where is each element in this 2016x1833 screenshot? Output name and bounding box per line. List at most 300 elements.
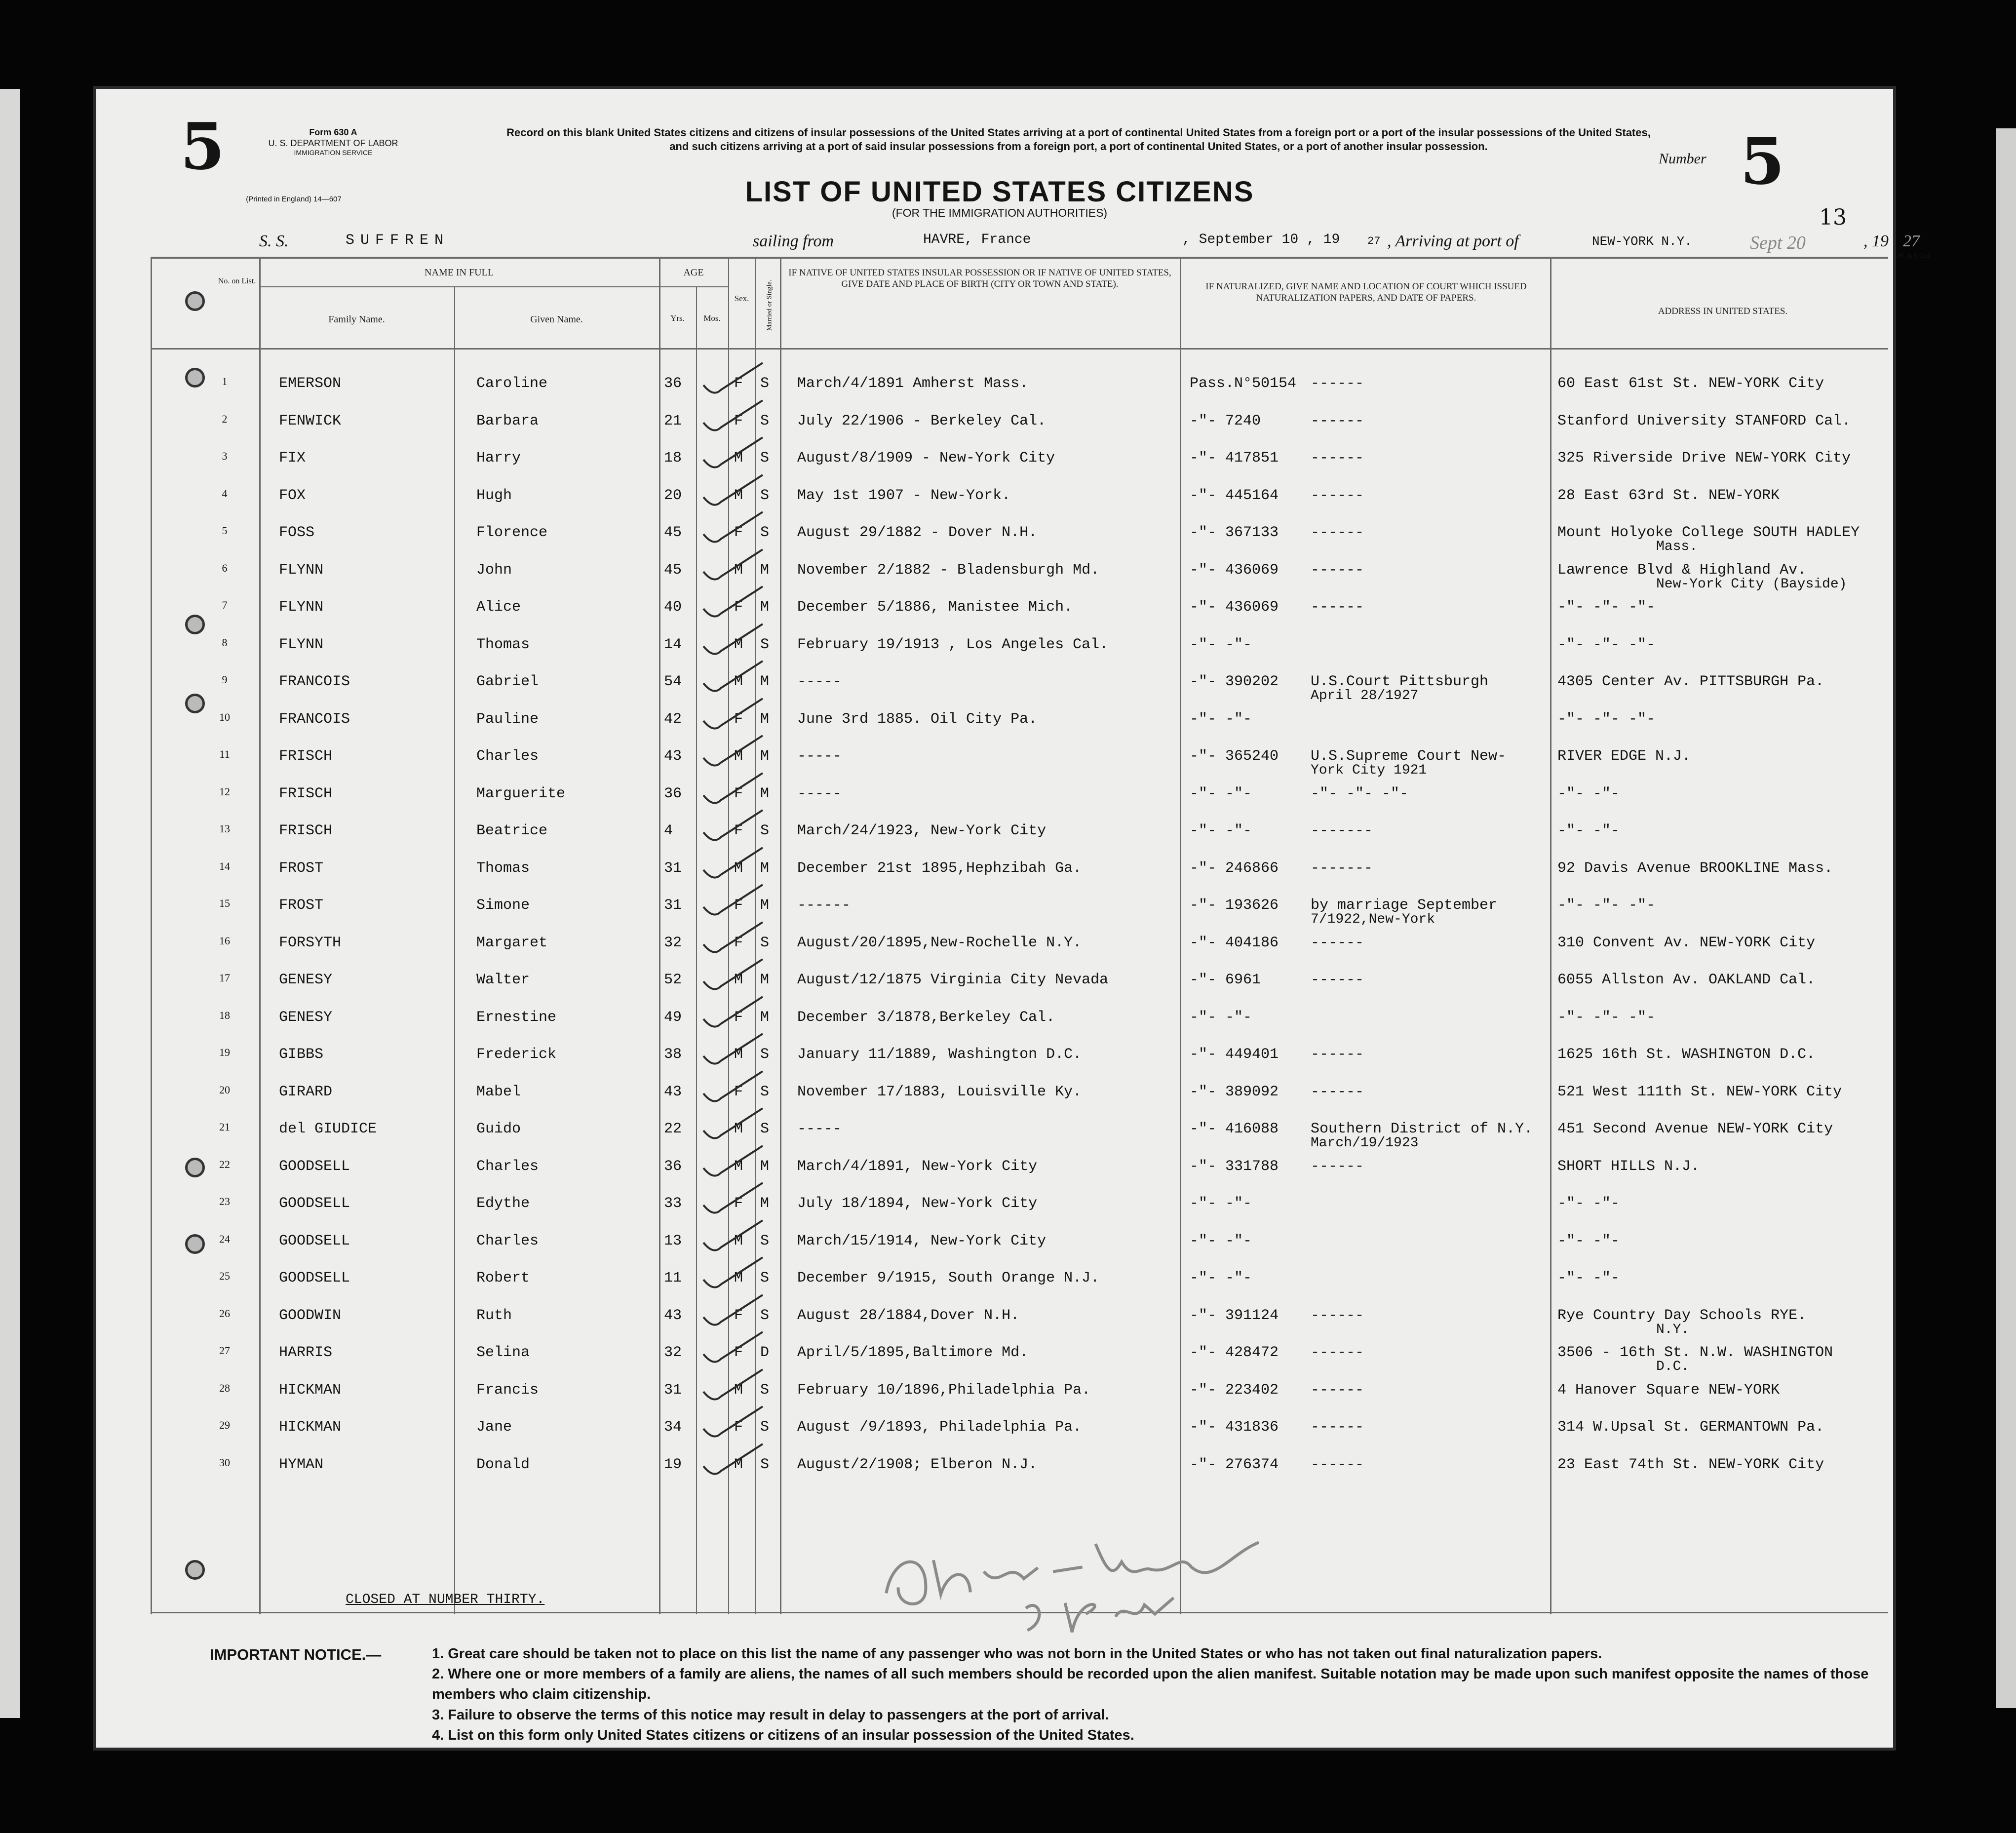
voyage-line: [259, 232, 1931, 259]
cell-given: Thomas: [476, 859, 530, 877]
cell-court: ------: [1311, 1344, 1364, 1361]
cell-ms: S: [760, 1270, 770, 1287]
table-row: [96, 780, 1893, 818]
port-to: NEW-YORK N.Y.: [1592, 234, 1692, 249]
printer-mark: W. & S. Ltd.: [1898, 252, 1931, 259]
cell-age: 32: [664, 934, 682, 951]
cell-birth: April/5/1895,Baltimore Md.: [797, 1344, 1029, 1361]
record-instructions: Record on this blank United States citizens and citizens of insular possessions of the United States arriving at a port of continental United States from a foreign port or a port of the insular possessions of the United States, and such citizens arriving at a port of said insular possessions from a foreign port, a port of continental United States, or a port of another insular possession.: [506, 126, 1651, 153]
cell-given: Charles: [476, 1232, 539, 1249]
cell-court: ------: [1311, 972, 1364, 988]
cell-given: John: [476, 561, 512, 579]
cell-family: FROST: [279, 859, 324, 877]
cell-birth: November 2/1882 - Bladensburgh Md.: [797, 561, 1100, 579]
cell-ms: M: [760, 1195, 770, 1212]
cell-age: 45: [664, 524, 682, 541]
cell-pass: -"- 449401: [1190, 1046, 1279, 1063]
cell-birth: -----: [797, 1121, 842, 1137]
cell-family: GIBBS: [279, 1046, 324, 1063]
page-title: LIST OF UNITED STATES CITIZENS: [745, 176, 1254, 208]
cell-court: ------: [1311, 561, 1364, 579]
cell-age: 43: [664, 1083, 682, 1100]
cell-sex: F: [734, 1195, 743, 1212]
cell-given: Caroline: [476, 375, 548, 392]
check-mark: [698, 1106, 768, 1145]
cell-pass: -"- 6961: [1190, 972, 1261, 988]
cell-given: Thomas: [476, 636, 530, 653]
cell-birth: November 17/1883, Louisville Ky.: [797, 1083, 1082, 1100]
cell-sex: F: [734, 1083, 743, 1100]
cell-pass: -"- 428472: [1190, 1344, 1279, 1361]
cell-pass: -"- 223402: [1190, 1381, 1279, 1399]
cell-age: 32: [664, 1344, 682, 1361]
cell-pass: -"- -"-: [1190, 1270, 1252, 1287]
cell-birth: March/15/1914, New-York City: [797, 1232, 1047, 1249]
header-family: Family Name.: [328, 314, 385, 325]
cell-ms: M: [760, 561, 770, 579]
table-row: [96, 631, 1893, 669]
cell-ms: S: [760, 1456, 770, 1473]
cell-age: 38: [664, 1046, 682, 1063]
cell-no: 25: [219, 1270, 230, 1282]
important-notice: [210, 1644, 1878, 1746]
cell-pass: -"- 436069: [1190, 599, 1279, 616]
table-row: [96, 892, 1893, 930]
cell-age: 21: [664, 412, 682, 429]
cell-addr-line2: D.C.: [1656, 1359, 1690, 1374]
number-value: 5: [1740, 123, 1785, 199]
cell-ms: M: [760, 673, 770, 690]
header-yrs: Yrs.: [670, 313, 685, 323]
cell-ms: S: [760, 636, 770, 653]
cell-birth: -----: [797, 748, 842, 765]
cell-no: 13: [219, 822, 230, 835]
cell-no: 30: [219, 1456, 230, 1469]
cell-birth: -----: [797, 785, 842, 802]
cell-age: 34: [664, 1419, 682, 1436]
cell-pass: -"- -"-: [1190, 1195, 1252, 1212]
cell-family: FRISCH: [279, 748, 333, 765]
cell-family: GENESY: [279, 1009, 333, 1026]
ss-label: S. S.: [259, 232, 289, 250]
cell-birth: May 1st 1907 - New-York.: [797, 487, 1011, 504]
age-subrule: [659, 286, 728, 287]
cell-no: 14: [219, 859, 230, 872]
table-row: [96, 855, 1893, 893]
cell-ms: M: [760, 972, 770, 988]
check-mark: [698, 1031, 768, 1071]
cell-birth: August/2/1908; Elberon N.J.: [797, 1456, 1038, 1473]
cell-no: 1: [222, 375, 228, 388]
right-page-edge: [1996, 128, 2016, 1708]
cell-no: 6: [222, 561, 228, 574]
check-mark: [698, 696, 768, 736]
table-row: [96, 1004, 1893, 1042]
table-row: [96, 370, 1893, 408]
cell-pass: -"- 436069: [1190, 561, 1279, 579]
cell-age: 43: [664, 748, 682, 765]
cell-court-line2: 7/1922,New-York: [1311, 912, 1435, 927]
check-mark: [698, 622, 768, 661]
cell-addr: 314 W.Upsal St. GERMANTOWN Pa.: [1557, 1419, 1824, 1436]
cell-addr: -"- -"-: [1557, 785, 1620, 802]
cell-age: 52: [664, 972, 682, 988]
cell-no: 9: [222, 673, 228, 686]
cell-family: del GIUDICE: [279, 1121, 377, 1137]
binder-hole: [185, 1560, 205, 1580]
cell-pass: -"- 404186: [1190, 934, 1279, 951]
cell-addr: SHORT HILLS N.J.: [1557, 1158, 1700, 1175]
cell-given: Francis: [476, 1381, 539, 1399]
cell-given: Jane: [476, 1419, 512, 1436]
cell-given: Simone: [476, 897, 530, 914]
cell-birth: December 9/1915, South Orange N.J.: [797, 1270, 1100, 1287]
cell-given: Donald: [476, 1456, 530, 1473]
cell-given: Guido: [476, 1121, 521, 1137]
page-subtitle: (FOR THE IMMIGRATION AUTHORITIES): [892, 206, 1108, 219]
cell-given: Pauline: [476, 710, 539, 728]
cell-court: ------: [1311, 934, 1364, 951]
arrival-date-handwritten: Sept 20: [1750, 233, 1806, 253]
table-top-rule: [151, 257, 1888, 259]
header-native: IF NATIVE OF UNITED STATES INSULAR POSSESSION OR IF NATIVE OF UNITED STATES, GIVE DATE AND PLACE OF BIRTH (CITY OR TOWN AND STATE).: [788, 268, 1171, 289]
cell-no: 15: [219, 897, 230, 909]
cell-no: 2: [222, 412, 228, 425]
cell-addr: RIVER EDGE N.J.: [1557, 748, 1691, 765]
cell-ms: S: [760, 524, 770, 541]
cell-addr: -"- -"- -"-: [1557, 710, 1656, 728]
cell-sex: F: [734, 599, 743, 616]
cell-pass: -"- 365240: [1190, 748, 1279, 765]
table-row: [96, 818, 1893, 855]
departure-date: , September 10 , 19: [1182, 232, 1340, 247]
cell-family: GOODSELL: [279, 1158, 350, 1175]
cell-ms: M: [760, 859, 770, 877]
cell-birth: December 5/1886, Manistee Mich.: [797, 599, 1073, 616]
cell-ms: S: [760, 487, 770, 504]
cell-birth: August/8/1909 - New-York City: [797, 450, 1055, 467]
cell-sex: M: [734, 1232, 743, 1249]
cell-no: 28: [219, 1381, 230, 1394]
check-mark: [698, 659, 768, 698]
cell-court: ------: [1311, 375, 1364, 392]
cell-family: FLYNN: [279, 599, 324, 616]
table-row: [96, 1153, 1893, 1191]
cell-ms: M: [760, 1009, 770, 1026]
cell-no: 19: [219, 1046, 230, 1058]
cell-sex: M: [734, 1158, 743, 1175]
cell-sex: M: [734, 487, 743, 504]
cell-sex: M: [734, 972, 743, 988]
cell-family: FIX: [279, 450, 306, 467]
cell-birth: March/24/1923, New-York City: [797, 822, 1047, 839]
cell-age: 18: [664, 450, 682, 467]
cell-age: 36: [664, 1158, 682, 1175]
binder-hole: [185, 291, 205, 311]
cell-ms: M: [760, 748, 770, 765]
cell-addr: Rye Country Day Schools RYE.: [1557, 1307, 1807, 1324]
cell-sex: M: [734, 1270, 743, 1287]
cell-court: ------: [1311, 1419, 1364, 1436]
cell-court: ------: [1311, 1307, 1364, 1324]
cell-sex: M: [734, 1456, 743, 1473]
cell-ms: S: [760, 1046, 770, 1063]
cell-court: ------: [1311, 1381, 1364, 1399]
cell-age: 43: [664, 1307, 682, 1324]
cell-ms: M: [760, 1158, 770, 1175]
cell-no: 3: [222, 450, 228, 462]
cell-addr: 1625 16th St. WASHINGTON D.C.: [1557, 1046, 1816, 1063]
cell-family: FRANCOIS: [279, 710, 350, 728]
left-page-edge: [0, 89, 20, 1718]
sheet-number: 13: [1819, 205, 1847, 230]
cell-sex: F: [734, 375, 743, 392]
cell-pass: -"- -"-: [1190, 1232, 1252, 1249]
cell-birth: August/20/1895,New-Rochelle N.Y.: [797, 934, 1082, 951]
cell-sex: M: [734, 859, 743, 877]
sailing-label: sailing from: [753, 232, 834, 250]
cell-addr: -"- -"- -"-: [1557, 599, 1656, 616]
notice-item: 3. Failure to observe the terms of this notice may result in delay to passengers at the port of arrival.: [432, 1707, 1109, 1723]
cell-ms: S: [760, 412, 770, 429]
cell-no: 23: [219, 1195, 230, 1208]
table-row: [96, 594, 1893, 631]
cell-no: 26: [219, 1307, 230, 1320]
cell-pass: -"- -"-: [1190, 710, 1252, 728]
cell-addr-line2: N.Y.: [1656, 1322, 1690, 1337]
cell-given: Charles: [476, 1158, 539, 1175]
cell-court: ------: [1311, 1456, 1364, 1473]
cell-sex: M: [734, 1381, 743, 1399]
cell-sex: M: [734, 673, 743, 690]
cell-court: -"- -"- -"-: [1311, 785, 1409, 802]
check-mark: [698, 957, 768, 996]
cell-court: by marriage September: [1311, 897, 1498, 914]
cell-addr: 310 Convent Av. NEW-YORK City: [1557, 934, 1816, 951]
cell-age: 36: [664, 375, 682, 392]
cell-addr: 3506 - 16th St. N.W. WASHINGTON: [1557, 1344, 1833, 1361]
cell-sex: M: [734, 561, 743, 579]
departure-year: 27: [1367, 235, 1381, 247]
cell-addr: -"- -"- -"-: [1557, 1009, 1656, 1026]
cell-family: FENWICK: [279, 412, 342, 429]
cell-addr: Mount Holyoke College SOUTH HADLEY: [1557, 524, 1860, 541]
cell-family: GOODSELL: [279, 1270, 350, 1287]
cell-birth: February 10/1896,Philadelphia Pa.: [797, 1381, 1091, 1399]
cell-sex: F: [734, 822, 743, 839]
service: IMMIGRATION SERVICE: [294, 149, 373, 157]
name-subrule: [259, 286, 659, 287]
cell-addr-line2: Mass.: [1656, 539, 1698, 554]
inspector-signature-scrawl: [872, 1507, 1284, 1648]
cell-no: 27: [219, 1344, 230, 1357]
check-mark: [698, 1255, 768, 1294]
cell-age: 20: [664, 487, 682, 504]
check-mark: [698, 882, 768, 922]
header-bottom-rule: [151, 348, 1888, 350]
cell-given: Hugh: [476, 487, 512, 504]
cell-pass: -"- -"-: [1190, 822, 1252, 839]
arrival-year: 27: [1903, 232, 1920, 250]
cell-sex: F: [734, 1419, 743, 1436]
cell-court: ------: [1311, 1083, 1364, 1100]
cell-given: Barbara: [476, 412, 539, 429]
cell-family: FOSS: [279, 524, 315, 541]
table-row: [96, 1265, 1893, 1302]
port-from: HAVRE, France: [923, 232, 1031, 247]
cell-addr: 23 East 74th St. NEW-YORK City: [1557, 1456, 1824, 1473]
cell-sex: M: [734, 450, 743, 467]
cell-birth: August/12/1875 Virginia City Nevada: [797, 972, 1109, 988]
table-row: [96, 1116, 1893, 1153]
cell-given: Gabriel: [476, 673, 539, 690]
check-mark: [698, 1218, 768, 1257]
cell-court: U.S.Court Pittsburgh: [1311, 673, 1489, 690]
cell-no: 17: [219, 972, 230, 984]
notice-lead: IMPORTANT NOTICE.—: [210, 1646, 382, 1663]
cell-birth: August 29/1882 - Dover N.H.: [797, 524, 1038, 541]
cell-sex: F: [734, 1344, 743, 1361]
cell-ms: S: [760, 822, 770, 839]
cell-addr: -"- -"-: [1557, 822, 1620, 839]
cell-family: FRISCH: [279, 785, 333, 802]
cell-age: 14: [664, 636, 682, 653]
header-married: Married or Single.: [766, 279, 774, 331]
cell-family: FOX: [279, 487, 306, 504]
page-number-left: 5: [180, 109, 225, 184]
table-row: [96, 519, 1893, 557]
manifest-sheet: [96, 89, 1931, 1748]
cell-no: 10: [219, 710, 230, 723]
cell-court: ------: [1311, 412, 1364, 429]
cell-given: Beatrice: [476, 822, 548, 839]
header-mos: Mos.: [703, 313, 721, 323]
cell-sex: F: [734, 934, 743, 951]
header-naturalized: IF NATURALIZED, GIVE NAME AND LOCATION OF COURT WHICH ISSUED NATURALIZATION PAPERS, AND DATE OF PAPERS.: [1205, 281, 1527, 303]
cell-family: FROST: [279, 897, 324, 914]
cell-court: ------: [1311, 450, 1364, 467]
notice-item: 2. Where one or more members of a family are aliens, the names of all such members should be recorded upon the alien manifest. Suitable notation may be made upon such manifest opposite the names of those members who claim citizenship.: [432, 1666, 1869, 1703]
cell-birth: -----: [797, 673, 842, 690]
cell-no: 22: [219, 1158, 230, 1170]
cell-birth: ------: [797, 897, 851, 914]
check-mark: [698, 845, 768, 885]
cell-sex: M: [734, 1046, 743, 1063]
cell-family: GOODSELL: [279, 1195, 350, 1212]
cell-no: 8: [222, 636, 228, 649]
cell-sex: F: [734, 412, 743, 429]
table-row: [96, 482, 1893, 520]
check-mark: [698, 1404, 768, 1443]
cell-age: 33: [664, 1195, 682, 1212]
form-number: Form 630 A: [309, 127, 357, 137]
cell-age: 31: [664, 897, 682, 914]
cell-ms: S: [760, 1121, 770, 1137]
check-mark: [698, 509, 768, 549]
cell-pass: -"- 417851: [1190, 450, 1279, 467]
cell-sex: F: [734, 524, 743, 541]
cell-addr: -"- -"-: [1557, 1232, 1620, 1249]
cell-addr: Stanford University STANFORD Cal.: [1557, 412, 1851, 429]
check-mark: [698, 1143, 768, 1183]
cell-birth: August 28/1884,Dover N.H.: [797, 1307, 1020, 1324]
cell-birth: June 3rd 1885. Oil City Pa.: [797, 710, 1038, 728]
cell-no: 18: [219, 1009, 230, 1021]
cell-given: Florence: [476, 524, 548, 541]
cell-addr: 28 East 63rd St. NEW-YORK: [1557, 487, 1780, 504]
cell-court: -------: [1311, 859, 1373, 877]
cell-addr-line2: New-York City (Bayside): [1656, 576, 1847, 592]
cell-sex: M: [734, 1121, 743, 1137]
check-mark: [698, 1180, 768, 1220]
cell-pass: -"- 389092: [1190, 1083, 1279, 1100]
header-no: No. on List.: [218, 277, 256, 285]
cell-court: -------: [1311, 822, 1373, 839]
header-age: AGE: [683, 267, 704, 278]
cell-addr: 4305 Center Av. PITTSBURGH Pa.: [1557, 673, 1824, 690]
check-mark: [698, 472, 768, 512]
cell-addr: 4 Hanover Square NEW-YORK: [1557, 1381, 1780, 1399]
cell-age: 19: [664, 1456, 682, 1473]
cell-court: ------: [1311, 487, 1364, 504]
cell-given: Edythe: [476, 1195, 530, 1212]
form-block: [244, 127, 422, 157]
check-mark: [698, 398, 768, 437]
cell-ms: S: [760, 1232, 770, 1249]
cell-pass: -"- 390202: [1190, 673, 1279, 690]
cell-addr: Lawrence Blvd & Highland Av.: [1557, 561, 1807, 579]
cell-family: FORSYTH: [279, 934, 342, 951]
cell-given: Ruth: [476, 1307, 512, 1324]
cell-age: 54: [664, 673, 682, 690]
cell-family: FRISCH: [279, 822, 333, 839]
cell-age: 49: [664, 1009, 682, 1026]
cell-pass: -"- 391124: [1190, 1307, 1279, 1324]
table-row: [96, 1414, 1893, 1451]
cell-birth: August /9/1893, Philadelphia Pa.: [797, 1419, 1082, 1436]
cell-family: HARRIS: [279, 1344, 333, 1361]
check-mark: [698, 547, 768, 586]
cell-given: Ernestine: [476, 1009, 557, 1026]
cell-age: 13: [664, 1232, 682, 1249]
cell-addr: -"- -"-: [1557, 1270, 1620, 1287]
cell-age: 45: [664, 561, 682, 579]
cell-ms: S: [760, 375, 770, 392]
ship-name: SUFFREN: [346, 232, 450, 249]
cell-court-line2: April 28/1927: [1311, 688, 1419, 703]
cell-given: Harry: [476, 450, 521, 467]
cell-pass: -"- 276374: [1190, 1456, 1279, 1473]
cell-no: 4: [222, 487, 228, 500]
table-row: [96, 930, 1893, 967]
cell-birth: February 19/1913 , Los Angeles Cal.: [797, 636, 1109, 653]
cell-pass: -"- 246866: [1190, 859, 1279, 877]
check-mark: [698, 1069, 768, 1108]
cell-family: FLYNN: [279, 636, 324, 653]
cell-no: 16: [219, 934, 230, 947]
table-row: [96, 1228, 1893, 1265]
cell-pass: -"- 193626: [1190, 897, 1279, 914]
printed-note: (Printed in England) 14—607: [246, 195, 342, 203]
cell-ms: S: [760, 1419, 770, 1436]
closed-note: CLOSED AT NUMBER THIRTY.: [346, 1592, 545, 1607]
cell-court: Southern District of N.Y.: [1311, 1121, 1533, 1137]
cell-given: Margaret: [476, 934, 548, 951]
cell-birth: December 21st 1895,Hephzibah Ga.: [797, 859, 1082, 877]
cell-pass: -"- 7240: [1190, 412, 1261, 429]
cell-family: GOODWIN: [279, 1307, 342, 1324]
check-mark: [698, 360, 768, 400]
